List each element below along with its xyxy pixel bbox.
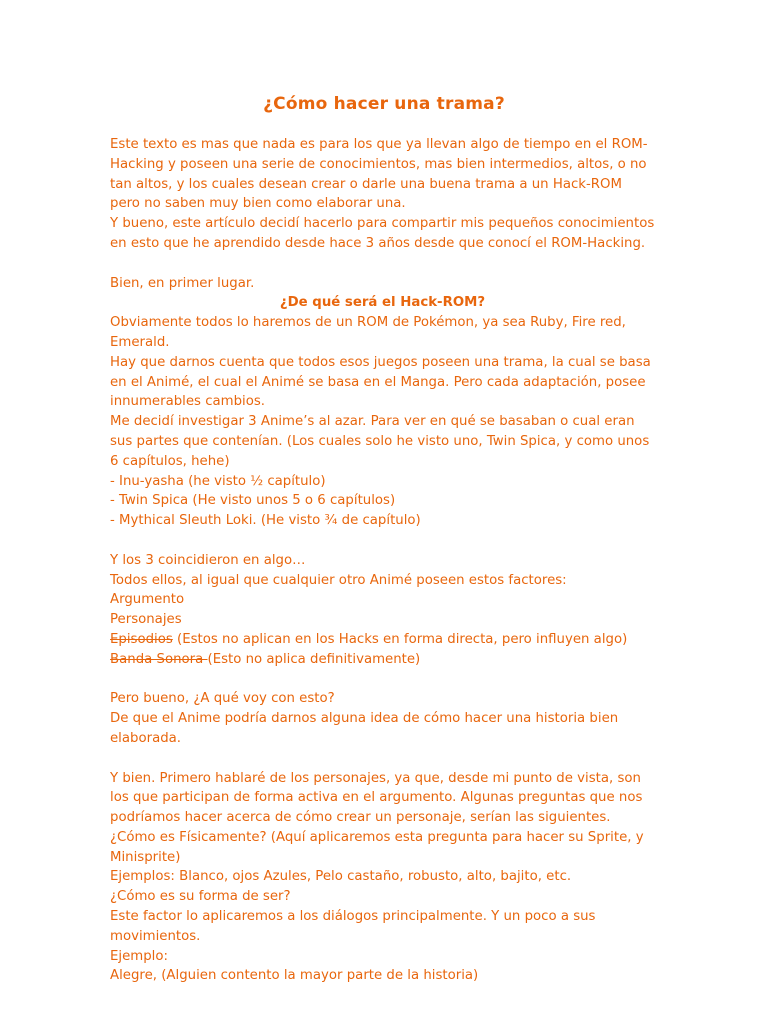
idea-paragraph: De que el Anime podría darnos alguna idea de cómo hacer una historia bien elaborada. [110, 711, 619, 746]
list-item: - Twin Spica (He visto unos 5 o 6 capítulos) [110, 493, 396, 509]
list-item: - Mythical Sleuth Loki. (He visto ¾ de capítulo) [110, 513, 421, 529]
struck-text: Episodios [110, 631, 173, 647]
section-heading: ¿De qué será el Hack-ROM? [279, 295, 486, 311]
factor-note: (Esto no aplica definitivamente) [207, 651, 421, 667]
intro-paragraph-2: Y bueno, este artículo decidí hacerlo para compartir mis pequeños conocimientos en esto que he aprendido desde hace 3 años desde que conocí el ROM-Hacking. [110, 216, 655, 251]
factor-episodes [110, 630, 655, 650]
paragraph-investigation: Me decidí investigar 3 Anime’s al azar. Para ver en qué se basaban o cual eran sus partes que contenían. (Los cuales solo he visto uno, Twin Spica, y como unos 6 capítulos, hehe) [110, 414, 650, 469]
factor-soundtrack [110, 650, 655, 670]
question-physical: ¿Cómo es Físicamente? (Aquí aplicaremos esta pregunta para hacer su Sprite, y Minisprite) [110, 829, 644, 865]
document-body [110, 135, 655, 986]
factor-note: (Estos no aplican en los Hacks en forma directa, pero influyen algo) [172, 631, 628, 647]
coincide-line: Y los 3 coincidieron en algo… [110, 552, 306, 568]
struck-text: Banda Sonora [110, 651, 208, 667]
first-place-line: Bien, en primer lugar. [110, 275, 255, 291]
paragraph-roms: Obviamente todos lo haremos de un ROM de Pokémon, ya sea Ruby, Fire red, Emerald. [110, 315, 626, 350]
factor-characters: Personajes [110, 612, 182, 628]
spacer [110, 531, 655, 551]
intro-paragraph: Este texto es mas que nada es para los que ya llevan algo de tiempo en el ROM-Hacking y poseen una serie de conocimientos, mas bien intermedios, altos, o no tan altos, y los cuales desean crear o darle una buena trama a un Hack-ROM pero no saben muy bien como elaborar una. [110, 137, 648, 212]
spacer [110, 254, 655, 274]
example-label: Ejemplo: [110, 948, 168, 964]
factors-intro: Todos ellos, al igual que cualquier otro Animé poseen estos factores: [110, 572, 567, 588]
happy-line: Alegre, (Alguien contento la mayor parte de la historia) [110, 968, 479, 984]
examples-line: Ejemplos: Blanco, ojos Azules, Pelo castaño, robusto, alto, bajito, etc. [110, 869, 572, 885]
paragraph-trama: Hay que darnos cuenta que todos esos juegos poseen una trama, la cual se basa en el Animé, el cual el Animé se basa en el Manga. Pero cada adaptación, posee innumerables cambios. [110, 354, 651, 410]
factor-argument: Argumento [110, 592, 185, 608]
document-title: ¿Cómo hacer una trama? [263, 94, 505, 114]
list-item: - Inu-yasha (he visto ½ capítulo) [110, 473, 326, 489]
spacer [110, 670, 655, 690]
but-well-line: Pero bueno, ¿A qué voy con esto? [110, 691, 335, 707]
spacer [110, 749, 655, 769]
question-personality: ¿Cómo es su forma de ser? [110, 889, 291, 905]
characters-paragraph: Y bien. Primero hablaré de los personajes, ya que, desde mi punto de vista, son los que participan de forma activa en el argumento. Algunas preguntas que nos podríamos hacer acerca de cómo crear un personaje, serían las siguientes. [110, 770, 643, 826]
dialogs-paragraph: Este factor lo aplicaremos a los diálogos principalmente. Y un poco a sus movimientos. [110, 909, 596, 944]
